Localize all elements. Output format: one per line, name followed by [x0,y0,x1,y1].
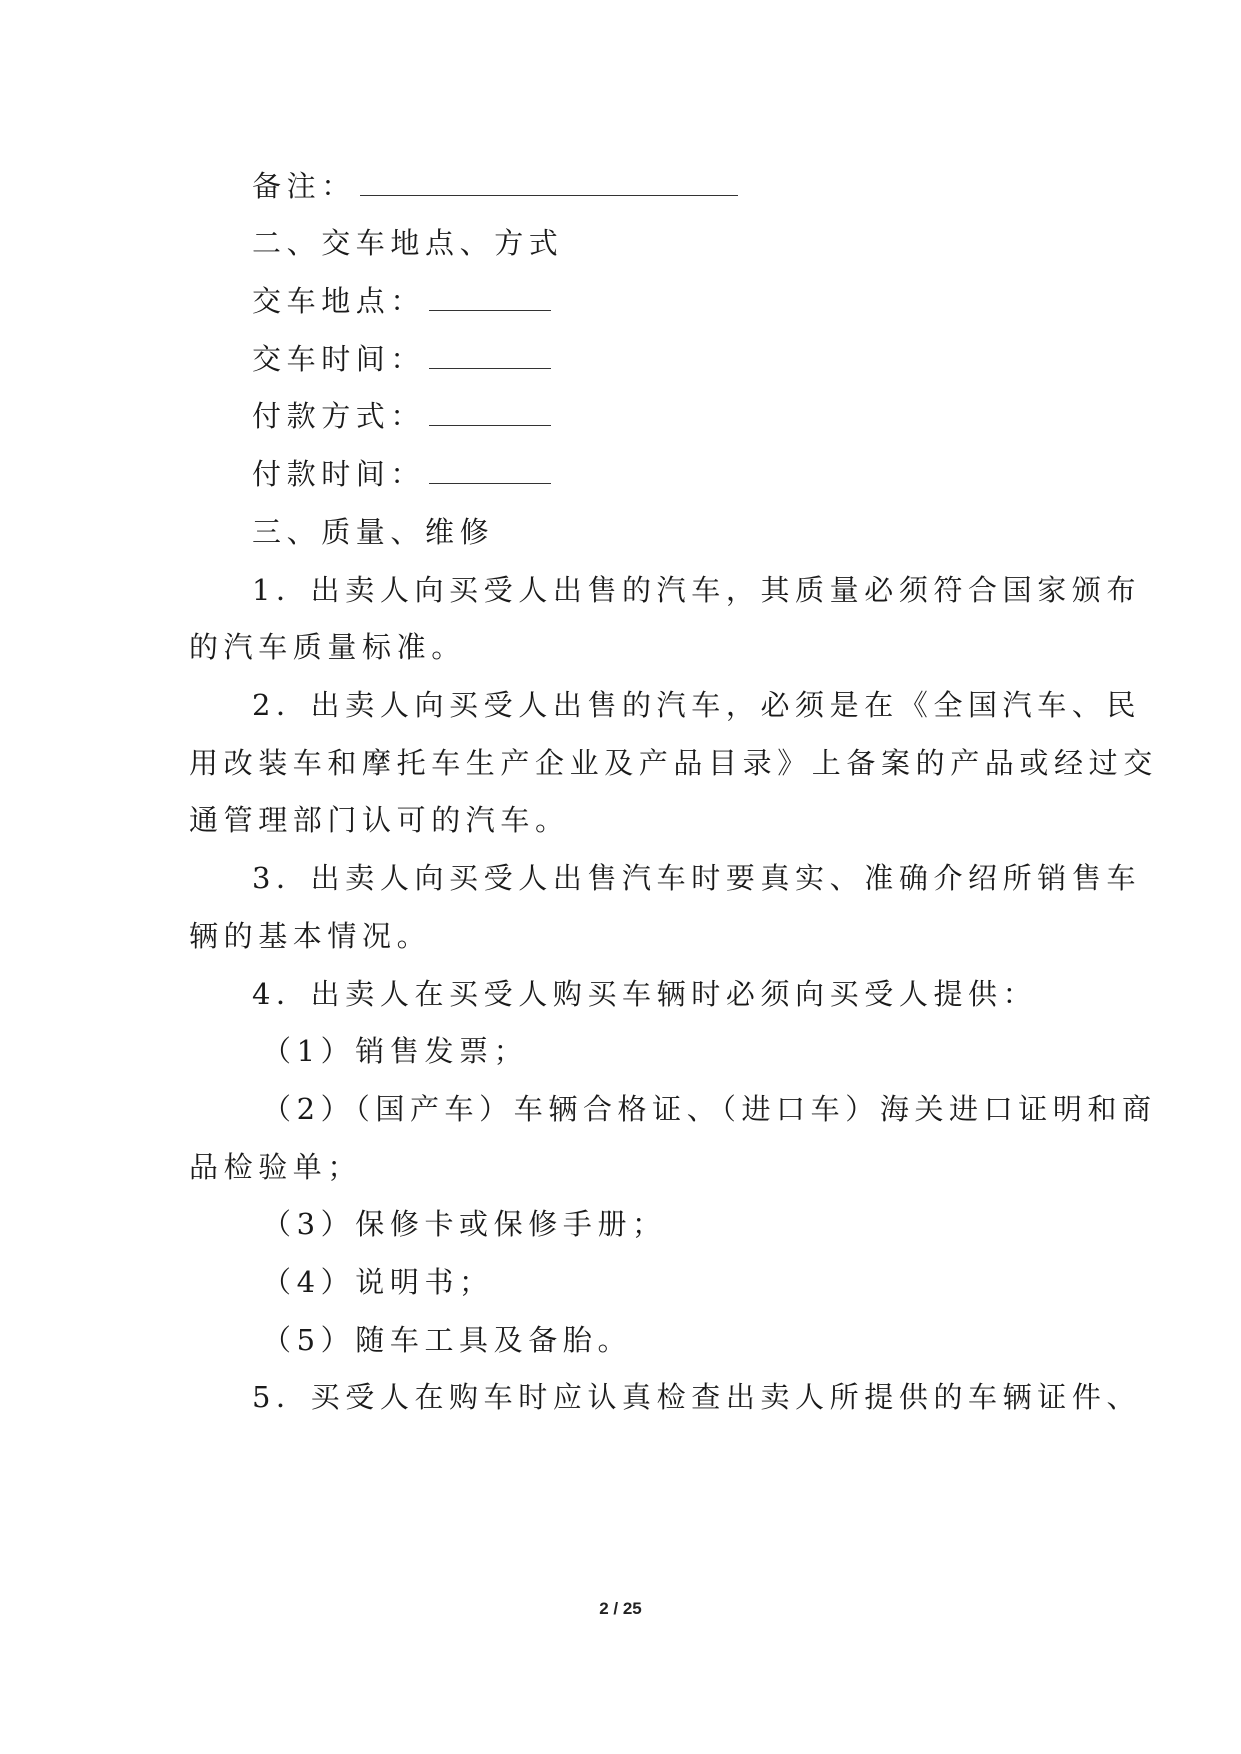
field-line [252,396,1122,436]
field-label: 付款时间： [252,457,426,491]
paragraph-line: 用改装车和摩托车生产企业及产品目录》上备案的产品或经过交 [189,746,1158,780]
paragraph-line: 4．出卖人在买受人购买车辆时必须向买受人提供： [252,977,1038,1011]
remarks-blank [360,173,738,196]
paragraph-line: 3．出卖人向买受人出售汽车时要真实、准确介绍所销售车 [252,861,1142,895]
field-line [252,454,1122,494]
paragraph-line: 品检验单； [189,1150,363,1184]
section-heading: 二、交车地点、方式 [252,226,564,260]
page-number: 2 / 25 [599,1599,642,1618]
field-line [252,281,1122,321]
remarks-line [252,166,1122,206]
list-item: （4）说明书； [262,1265,494,1299]
paragraph-line: 5．买受人在购车时应认真检查出卖人所提供的车辆证件、 [252,1380,1142,1414]
field-blank [429,346,551,369]
remarks-label: 备注： [252,169,356,203]
list-item: （2）（国产车）车辆合格证、（进口车）海关进口证明和商 [262,1092,1157,1126]
field-blank [429,288,551,311]
paragraph-line: 2．出卖人向买受人出售的汽车，必须是在《全国汽车、民 [252,688,1142,722]
list-item: （5）随车工具及备胎。 [262,1323,633,1357]
field-blank [429,403,551,426]
paragraph-line: 的汽车质量标准。 [189,630,466,664]
list-item: （3）保修卡或保修手册； [262,1207,667,1241]
paragraph-line: 通管理部门认可的汽车。 [189,803,570,837]
field-label: 交车地点： [252,284,426,318]
field-label: 交车时间： [252,342,426,376]
list-item: （1）销售发票； [262,1034,529,1068]
paragraph-line: 辆的基本情况。 [189,919,432,953]
field-blank [429,461,551,484]
field-line [252,339,1122,379]
field-label: 付款方式： [252,399,426,433]
paragraph-line: 1．出卖人向买受人出售的汽车，其质量必须符合国家颁布 [252,573,1142,607]
section-heading: 三、质量、维修 [252,515,495,549]
